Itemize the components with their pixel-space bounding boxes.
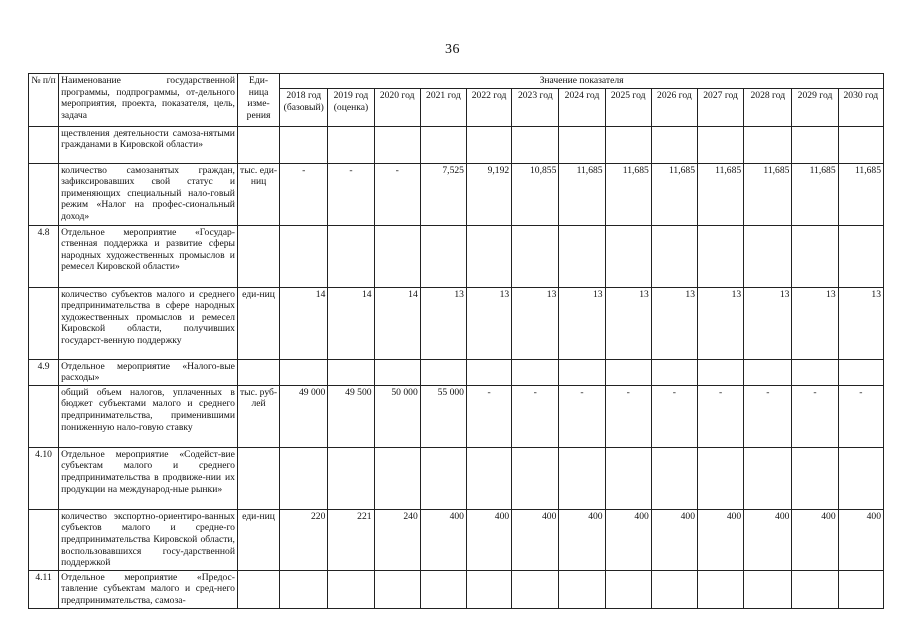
row-value (280, 570, 328, 608)
row-value: 13 (420, 287, 466, 359)
row-value (466, 570, 511, 608)
header-year: 2020 год (374, 88, 420, 126)
page-number: 36 (445, 42, 460, 57)
row-value (698, 359, 744, 385)
row-value (698, 126, 744, 163)
row-name: ществления деятельности самоза-нятыми гражданами в Кировской области» (59, 126, 238, 163)
row-value: 13 (744, 287, 792, 359)
table-row (29, 225, 884, 287)
row-value: - (698, 385, 744, 447)
row-value (512, 359, 559, 385)
header-year: 2024 год (559, 88, 605, 126)
row-value (512, 570, 559, 608)
row-value (698, 570, 744, 608)
row-value: 13 (466, 287, 511, 359)
row-value (744, 570, 792, 608)
row-number: 4.11 (29, 570, 59, 608)
row-value (744, 225, 792, 287)
header-year: 2018 год (базовый) (280, 88, 328, 126)
row-value (559, 447, 605, 509)
row-value: - (374, 163, 420, 225)
row-value: - (605, 385, 651, 447)
row-number: 4.9 (29, 359, 59, 385)
row-value: 11,685 (838, 163, 883, 225)
row-value: - (559, 385, 605, 447)
row-value: 220 (280, 509, 328, 570)
header-year: 2029 год (792, 88, 838, 126)
row-number (29, 287, 59, 359)
row-value (744, 126, 792, 163)
table-header (29, 74, 884, 127)
table-row (29, 447, 884, 509)
row-value: 13 (651, 287, 697, 359)
row-value (512, 447, 559, 509)
row-value: 400 (559, 509, 605, 570)
row-value (838, 225, 883, 287)
header-year: 2025 год (605, 88, 651, 126)
header-year: 2028 год (744, 88, 792, 126)
row-value: 7,525 (420, 163, 466, 225)
row-value (559, 225, 605, 287)
header-year: 2023 год (512, 88, 559, 126)
row-value: 400 (744, 509, 792, 570)
row-value: 14 (374, 287, 420, 359)
row-value (651, 225, 697, 287)
row-value: 10,855 (512, 163, 559, 225)
row-value (744, 359, 792, 385)
row-value: 55 000 (420, 385, 466, 447)
row-number: 4.8 (29, 225, 59, 287)
row-value: - (838, 385, 883, 447)
row-value (512, 126, 559, 163)
row-value (744, 447, 792, 509)
header-year: 2022 год (466, 88, 511, 126)
row-name: Отдельное мероприятие «Налого-вые расходы» (59, 359, 238, 385)
row-value (466, 126, 511, 163)
row-value (466, 447, 511, 509)
row-value: 13 (559, 287, 605, 359)
row-value (328, 225, 374, 287)
row-value: 49 500 (328, 385, 374, 447)
row-value: 400 (838, 509, 883, 570)
row-value (651, 126, 697, 163)
row-value (374, 570, 420, 608)
row-value: 240 (374, 509, 420, 570)
row-value (280, 447, 328, 509)
row-number (29, 385, 59, 447)
header-year: 2019 год (оценка) (328, 88, 374, 126)
table-body (29, 126, 884, 608)
table-row (29, 287, 884, 359)
row-value (420, 126, 466, 163)
row-value: 11,685 (651, 163, 697, 225)
row-name: количество субъектов малого и среднего предпринимательства в сфере народных художественных промыслов и ремесел Кировской области, получивших государст-венную поддержку (59, 287, 238, 359)
header-values-group: Значение показателя (280, 74, 884, 89)
row-unit: еди-ниц (237, 287, 279, 359)
row-value (838, 126, 883, 163)
row-value: 11,685 (698, 163, 744, 225)
row-value: 14 (328, 287, 374, 359)
row-number (29, 126, 59, 163)
row-value: 400 (792, 509, 838, 570)
row-value: - (512, 385, 559, 447)
row-value: 14 (280, 287, 328, 359)
table-row (29, 570, 884, 608)
row-value (374, 447, 420, 509)
table-row (29, 359, 884, 385)
row-value (420, 359, 466, 385)
row-value: 11,685 (559, 163, 605, 225)
row-value: 221 (328, 509, 374, 570)
indicators-table (28, 73, 884, 609)
table-row (29, 126, 884, 163)
row-value (559, 359, 605, 385)
row-value: - (466, 385, 511, 447)
row-value: - (744, 385, 792, 447)
row-value: - (792, 385, 838, 447)
header-year: 2030 год (838, 88, 883, 126)
row-value (559, 126, 605, 163)
row-unit: тыс. еди-ниц (237, 163, 279, 225)
row-number: 4.10 (29, 447, 59, 509)
row-value (374, 359, 420, 385)
row-value: 11,685 (605, 163, 651, 225)
row-value (466, 225, 511, 287)
row-value (605, 447, 651, 509)
row-value (651, 447, 697, 509)
row-value: 11,685 (744, 163, 792, 225)
row-value (698, 447, 744, 509)
row-value: 400 (512, 509, 559, 570)
row-value (374, 225, 420, 287)
row-name: общий объем налогов, уплаченных в бюджет субъектами малого и среднего предпринимательства, применившими пониженную нало-говую ставку (59, 385, 238, 447)
header-unit: Еди-ница изме-рения (237, 74, 279, 127)
row-value: 400 (651, 509, 697, 570)
row-value: 13 (698, 287, 744, 359)
table-row (29, 163, 884, 225)
row-value (512, 225, 559, 287)
header-name: Наименование государственной программы, подпрограммы, от-дельного мероприятия, проекта, показателя, цель, задача (59, 74, 238, 127)
row-value: 49 000 (280, 385, 328, 447)
row-value (792, 447, 838, 509)
row-value (605, 225, 651, 287)
row-value (605, 126, 651, 163)
row-value (792, 225, 838, 287)
row-name: количество экспортно-ориентиро-ванных субъектов малого и средне-го предпринимательства Кировской области, воспользовавшихся госу-дарственной поддержкой (59, 509, 238, 570)
table-row (29, 385, 884, 447)
row-value: 400 (605, 509, 651, 570)
row-value (698, 225, 744, 287)
row-name: Отдельное мероприятие «Государ-ственная поддержка и развитие сферы народных художественных промыслов и ремесел Кировской области» (59, 225, 238, 287)
header-year: 2021 год (420, 88, 466, 126)
row-value (792, 570, 838, 608)
row-value (838, 447, 883, 509)
row-value (280, 126, 328, 163)
row-value (651, 570, 697, 608)
row-value (280, 359, 328, 385)
row-name: количество самозанятых граждан, зафиксировавших свой статус и применяющих специальный нало-говый режим «Налог на профес-сиональный доход» (59, 163, 238, 225)
row-value: 13 (838, 287, 883, 359)
row-value: 9,192 (466, 163, 511, 225)
row-value: 11,685 (792, 163, 838, 225)
table-row (29, 509, 884, 570)
row-value (328, 126, 374, 163)
row-value (280, 225, 328, 287)
row-value (328, 359, 374, 385)
row-name: Отдельное мероприятие «Предос-тавление субъектам малого и сред-него предпринимательства, самоза- (59, 570, 238, 608)
row-value (420, 225, 466, 287)
header-num: № п/п (29, 74, 59, 127)
row-value: 400 (698, 509, 744, 570)
row-value (374, 126, 420, 163)
row-value: 50 000 (374, 385, 420, 447)
row-unit (237, 126, 279, 163)
row-value (328, 570, 374, 608)
row-unit (237, 447, 279, 509)
row-value (605, 359, 651, 385)
row-name: Отдельное мероприятие «Содейст-вие субъектам малого и среднего предпринимательства в продвиже-нии их продукции на международ-ные рынки» (59, 447, 238, 509)
row-value: 400 (466, 509, 511, 570)
row-value (838, 359, 883, 385)
row-value (792, 359, 838, 385)
row-value (328, 447, 374, 509)
row-value: - (280, 163, 328, 225)
header-year: 2027 год (698, 88, 744, 126)
row-value (420, 570, 466, 608)
header-year: 2026 год (651, 88, 697, 126)
row-unit: еди-ниц (237, 509, 279, 570)
row-value: - (328, 163, 374, 225)
row-value: 400 (420, 509, 466, 570)
row-unit (237, 359, 279, 385)
row-value: 13 (512, 287, 559, 359)
row-value (792, 126, 838, 163)
row-number (29, 163, 59, 225)
row-value (420, 447, 466, 509)
row-value (838, 570, 883, 608)
row-value (605, 570, 651, 608)
row-unit (237, 570, 279, 608)
row-value: - (651, 385, 697, 447)
row-value: 13 (605, 287, 651, 359)
row-value (466, 359, 511, 385)
row-value (559, 570, 605, 608)
row-value: 13 (792, 287, 838, 359)
row-unit (237, 225, 279, 287)
row-value (651, 359, 697, 385)
row-number (29, 509, 59, 570)
row-unit: тыс. руб-лей (237, 385, 279, 447)
